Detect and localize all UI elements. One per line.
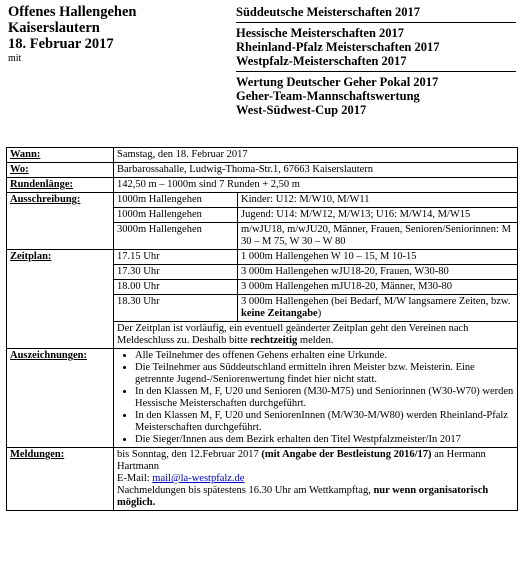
- classes-cell: m/wJU18, m/wJU20, Männer, Frauen, Senioren/Seniorinnen: M 30 – M 75, W 30 – W 80: [238, 223, 518, 250]
- championship-title: Rheinland-Pfalz Meisterschaften 2017: [236, 40, 440, 54]
- table-row-wo: [7, 163, 518, 178]
- label-rundenlaenge: Rundenlänge:: [7, 178, 114, 193]
- distance-cell: 1000m Hallengehen: [114, 193, 238, 208]
- mit-text: mit: [8, 53, 22, 64]
- championship-group-3: [236, 74, 516, 118]
- list-item: • In den Klassen M, F, U20 und Senioren (M30-M75) und Seniorinnen (W30-W70) werden Hessische Meisterschaften durchgeführt.: [135, 386, 514, 410]
- ranking-title: Geher-Team-Mannschaftswertung: [236, 89, 420, 103]
- time-cell: 18.30 Uhr: [114, 295, 238, 322]
- event-title-line1: Offenes Hallengehen: [8, 4, 137, 20]
- event-date: 18. Februar 2017: [8, 36, 114, 52]
- event-details-table: [6, 147, 518, 511]
- late-text: Nachmeldungen bis spätestens 16.30 Uhr am Wettkampftag,: [117, 485, 374, 496]
- time-cell: 18.00 Uhr: [114, 280, 238, 295]
- championships-block: [236, 4, 516, 118]
- late-bold-text: nur wenn organisatorisch möglich.: [117, 485, 489, 508]
- document-header: [8, 4, 516, 140]
- time-cell: 17.15 Uhr: [114, 250, 238, 265]
- registration-cell: [114, 448, 518, 511]
- event-cell: 3 000m Hallengehen wJU18-20, Frauen, W30-80: [238, 265, 518, 280]
- note-bold-text: rechtzeitig: [250, 335, 298, 346]
- schedule-note: [114, 322, 518, 349]
- event-title-line2: Kaiserslautern: [8, 20, 100, 36]
- championship-group-2: [236, 25, 516, 69]
- ranking-title: Wertung Deutscher Geher Pokal 2017: [236, 75, 439, 89]
- championship-title: Westpfalz-Meisterschaften 2017: [236, 54, 407, 68]
- divider: [236, 22, 516, 23]
- value-wo: Barbarossahalle, Ludwig-Thoma-Str.1, 67663 Kaiserslautern: [114, 163, 518, 178]
- awards-list: [117, 350, 514, 446]
- label-zeitplan: Zeitplan:: [7, 250, 114, 349]
- note-text: Der Zeitplan ist vorläufig, ein eventuell geänderter Zeitplan geht den Vereinen nach Meldeschluss zu. Deshalb bitte: [117, 323, 469, 346]
- ranking-title: West-Südwest-Cup 2017: [236, 103, 367, 117]
- classes-cell: Kinder: U12: M/W10, M/W11: [238, 193, 518, 208]
- championship-group-1: [236, 4, 516, 20]
- table-row-zeitplan: [7, 250, 518, 265]
- event-bold-text: keine Zeitangabe: [241, 308, 318, 319]
- championship-title: Hessische Meisterschaften 2017: [236, 26, 405, 40]
- event-text: 3 000m Hallengehen (bei Bedarf, M/W langsamere Zeiten, bzw.: [241, 296, 511, 307]
- contact-name: an Hermann Hartmann: [117, 449, 486, 472]
- event-cell: 3 000m Hallengehen mJU18-20, Männer, M30-80: [238, 280, 518, 295]
- list-item: • In den Klassen M, F, U20 und SeniorenInnen (M/W30-M/W80) werden Rheinland-Pfalz Meisterschaften durchgeführt.: [135, 410, 514, 434]
- label-wann: Wann:: [7, 148, 114, 163]
- event-text-end: ): [317, 308, 322, 319]
- championship-title: Süddeutsche Meisterschaften 2017: [236, 5, 421, 19]
- event-cell: 1 000m Hallengehen W 10 – 15, M 10-15: [238, 250, 518, 265]
- list-item: • Die Sieger/Innen aus dem Bezirk erhalten den Titel Westpfalzmeister/In 2017: [135, 434, 514, 446]
- table-row-ausschreibung: [7, 193, 518, 208]
- distance-cell: 1000m Hallengehen: [114, 208, 238, 223]
- event-title-block: [8, 4, 228, 64]
- registration-deadline: [117, 449, 514, 473]
- time-cell: 17.30 Uhr: [114, 265, 238, 280]
- list-item: • Alle Teilnehmer des offenen Gehens erhalten eine Urkunde.: [135, 350, 514, 362]
- divider: [236, 71, 516, 72]
- email-line: [117, 473, 514, 485]
- label-ausschreibung: Ausschreibung:: [7, 193, 114, 250]
- value-rundenlaenge: 142,50 m – 1000m sind 7 Runden + 2,50 m: [114, 178, 518, 193]
- label-wo: Wo:: [7, 163, 114, 178]
- late-registration: [117, 485, 514, 509]
- email-label: E-Mail:: [117, 473, 153, 484]
- event-cell: [238, 295, 518, 322]
- label-meldungen: Meldungen:: [7, 448, 114, 511]
- label-auszeichnungen: Auszeichnungen:: [7, 349, 114, 448]
- value-wann: Samstag, den 18. Februar 2017: [114, 148, 518, 163]
- list-item: • Die Teilnehmer aus Süddeutschland ermitteln ihren Meister bzw. Meisterin. Eine getrennte Jugend-/Seniorenwertung findet hier nicht statt.: [135, 362, 514, 386]
- table-row-meldungen: [7, 448, 518, 511]
- distance-cell: 3000m Hallengehen: [114, 223, 238, 250]
- note-text-end: melden.: [297, 335, 334, 346]
- deadline-text: bis Sonntag, den 12.Februar 2017: [117, 449, 262, 460]
- table-row-auszeichnungen: [7, 349, 518, 448]
- email-link[interactable]: mail@la-westpfalz.de: [152, 473, 245, 484]
- classes-cell: Jugend: U14: M/W12, M/W13; U16: M/W14, M/W15: [238, 208, 518, 223]
- table-row-rundenlaenge: [7, 178, 518, 193]
- awards-cell: [114, 349, 518, 448]
- table-row-wann: [7, 148, 518, 163]
- deadline-bold-text: (mit Angabe der Bestleistung 2016/17): [261, 449, 432, 460]
